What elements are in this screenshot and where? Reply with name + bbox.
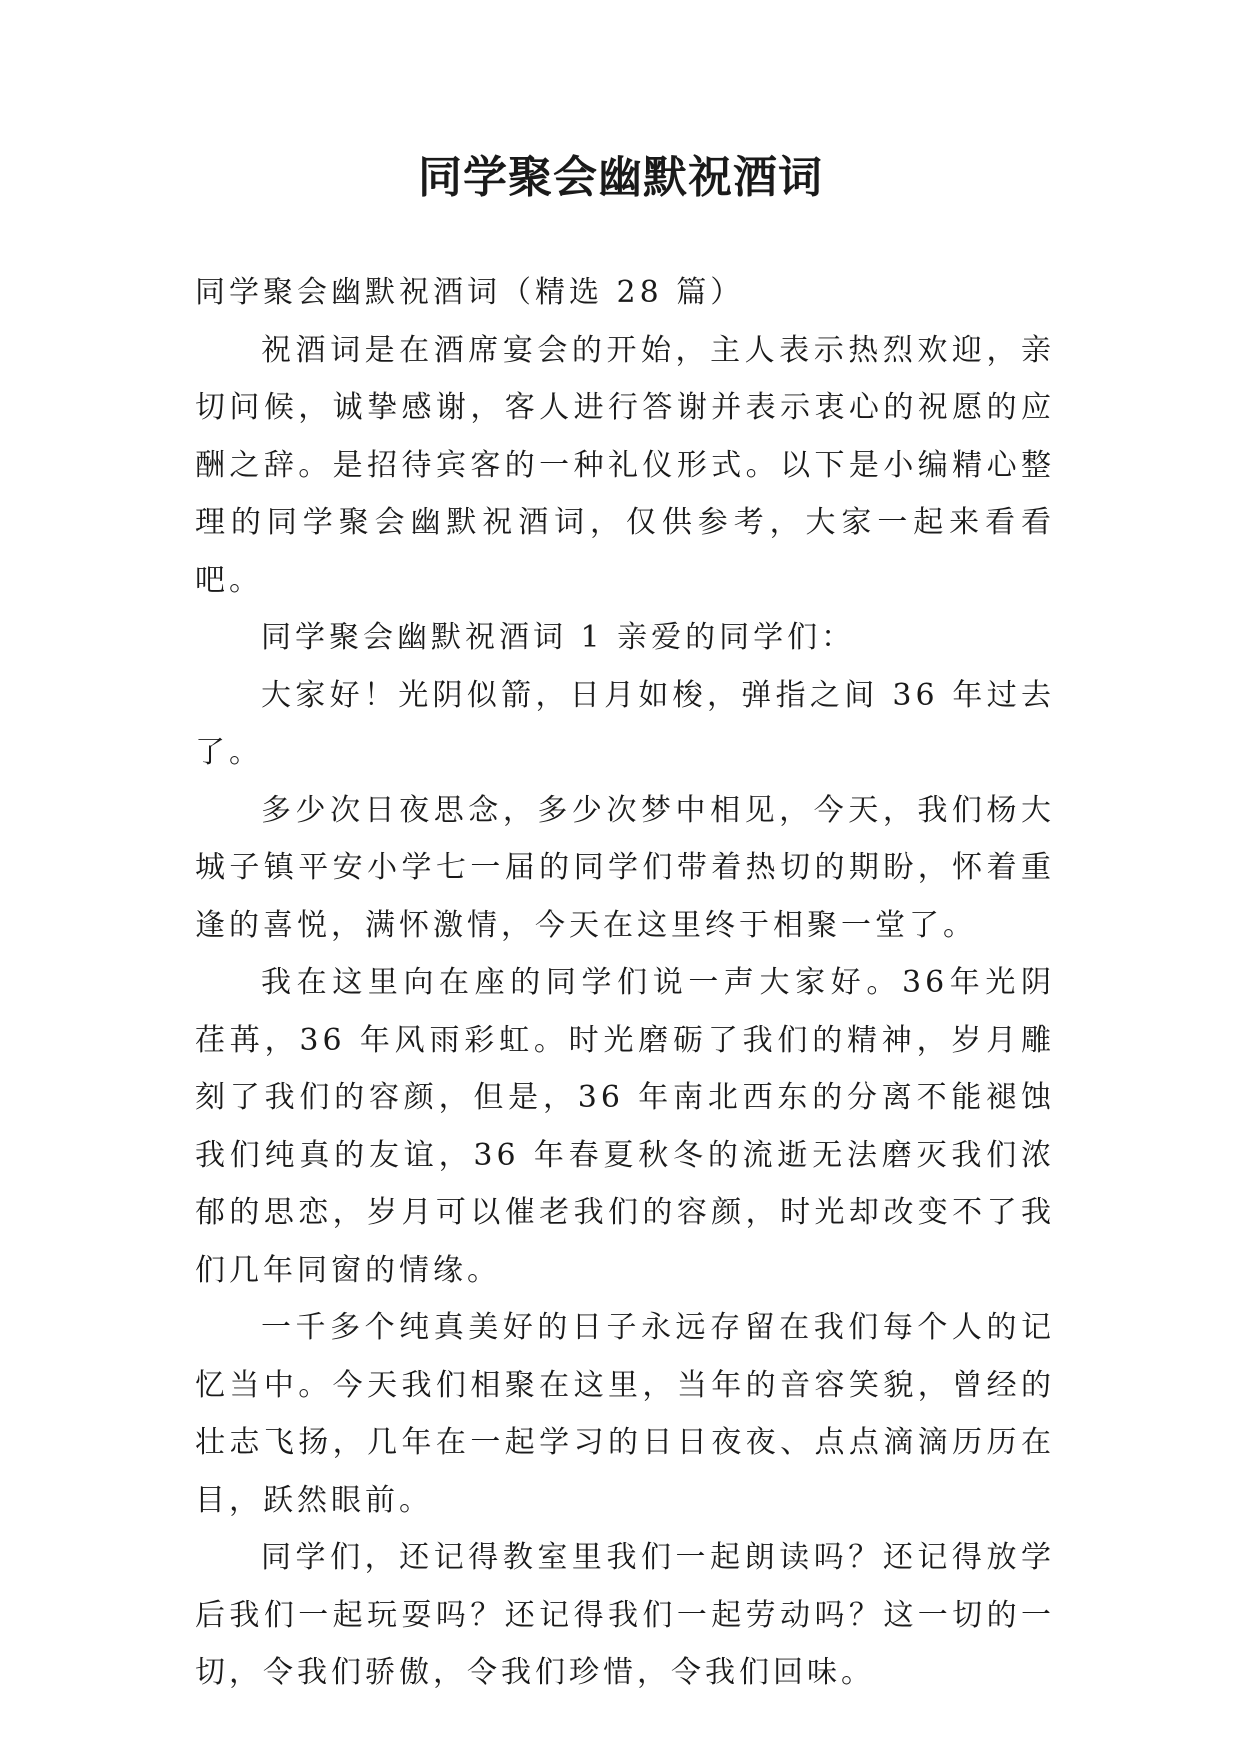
document-subtitle: 同学聚会幽默祝酒词（精选 28 篇） (195, 275, 745, 310)
paragraph: 多少次日夜思念，多少次梦中相见，今天，我们杨大城子镇平安小学七一届的同学们带着热切的期盼，怀着重逢的喜悦，满怀激情，今天在这里终于相聚一堂了。 (195, 792, 1055, 943)
paragraph: 一千多个纯真美好的日子永远存留在我们每个人的记忆当中。今天我们相聚在这里，当年的音容笑貌，曾经的壮志飞扬，几年在一起学习的日日夜夜、点点滴滴历历在目，跃然眼前。 (195, 1310, 1055, 1518)
paragraph: 大家好！光阴似箭，日月如梭，弹指之间 36 年过去了。 (195, 677, 1055, 770)
paragraph: 同学聚会幽默祝酒词 1 亲爱的同学们： (261, 620, 856, 655)
document-title: 同学聚会幽默祝酒词 (418, 152, 823, 203)
paragraph: 同学们，还记得教室里我们一起朗读吗？还记得放学后我们一起玩耍吗？还记得我们一起劳动吗？这一切的一切，令我们骄傲，令我们珍惜，令我们回味。 (195, 1540, 1055, 1690)
document-body (195, 264, 1055, 1702)
paragraph: 祝酒词是在酒席宴会的开始，主人表示热烈欢迎，亲切问候，诚挚感谢，客人进行答谢并表示衷心的祝愿的应酬之辞。是招待宾客的一种礼仪形式。以下是小编精心整理的同学聚会幽默祝酒词，仅供参考，大家一起来看看吧。 (195, 332, 1055, 598)
paragraph: 我在这里向在座的同学们说一声大家好。36年光阴荏苒，36 年风雨彩虹。时光磨砺了我们的精神，岁月雕刻了我们的容颜，但是，36 年南北西东的分离不能褪蚀我们纯真的友谊，36 年春夏秋冬的流逝无法磨灭我们浓郁的思恋，岁月可以催老我们的容颜，时光却改变不了我们几年同窗的情缘。 (195, 965, 1055, 1288)
